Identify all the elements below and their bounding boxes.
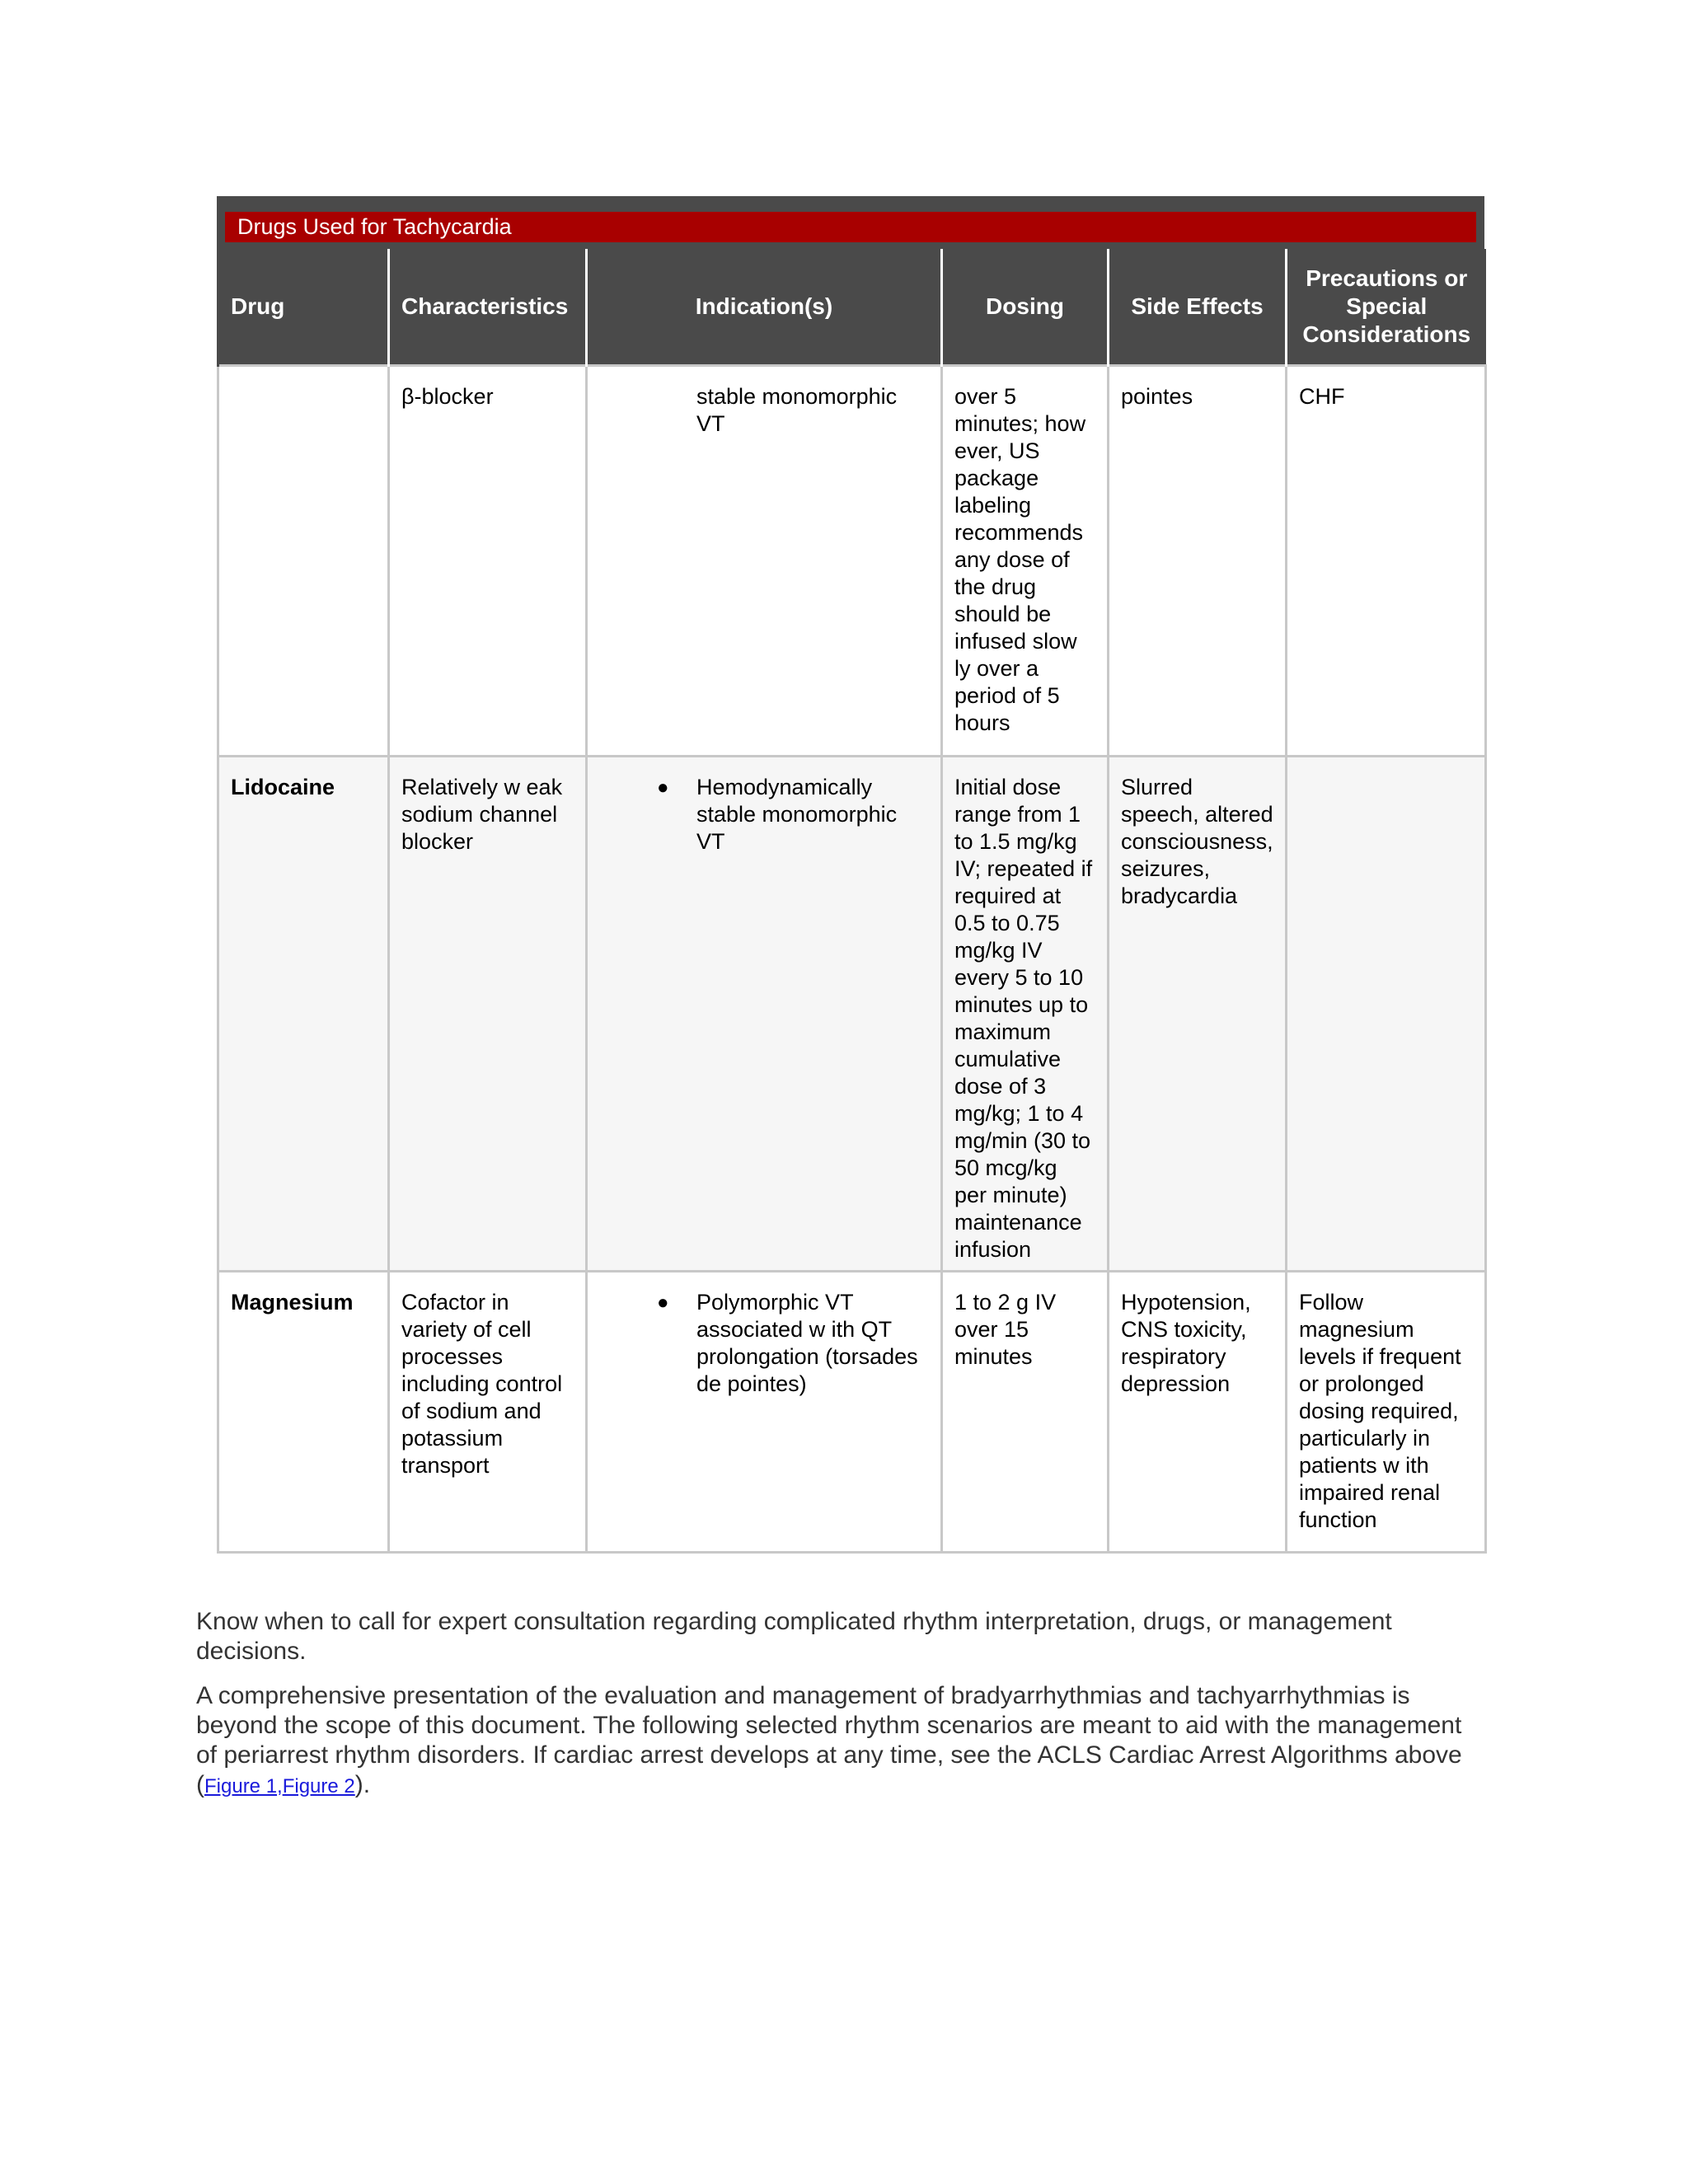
scope-text-end: ). — [354, 1771, 371, 1798]
cell-side-effects: Hypotension, CNS toxicity, respiratory depression — [1109, 1272, 1287, 1553]
indication-text: Hemodynamically stable monomorphic VT — [696, 775, 898, 854]
cell-characteristics: Cofactor in variety of cell processes including control of sodium and potassium transport — [389, 1272, 587, 1553]
drugs-table — [217, 249, 1487, 1554]
drugs-table-container — [217, 196, 1484, 1554]
indication-item — [599, 1289, 929, 1398]
cell-drug — [218, 366, 389, 757]
header-characteristics: Characteristics — [389, 249, 587, 366]
header-precautions-line3: Considerations — [1302, 321, 1471, 347]
cell-side-effects: pointes — [1109, 366, 1287, 757]
consultation-paragraph: Know when to call for expert consultation regarding complicated rhythm interpretation, drugs, or management decisions. — [196, 1608, 1392, 1665]
cell-characteristics: Relatively w eak sodium channel blocker — [389, 757, 587, 1272]
cell-dosing: 1 to 2 g IV over 15 minutes — [942, 1272, 1109, 1553]
indication-text: stable monomorphic VT — [696, 384, 898, 436]
indication-item — [599, 774, 929, 855]
cell-indication — [587, 366, 942, 757]
header-precautions-line1: Precautions or — [1306, 265, 1468, 291]
cell-precautions: Follow magnesium levels if frequent or prolonged dosing required, particularly in patients w ith impaired renal function — [1287, 1272, 1486, 1553]
cell-side-effects: Slurred speech, altered consciousness, seizures, bradycardia — [1109, 757, 1287, 1272]
header-dosing: Dosing — [942, 249, 1109, 366]
scope-text: A comprehensive presentation of the evaluation and management of bradyarrhythmias and tachyarrhythmias is beyond the scope of this document. The following selected rhythm scenarios are meant to aid with the management of periarrest rhythm disorders. If cardiac arrest develops at any time, see the ACLS Cardiac Arrest Algorithms above ( — [196, 1682, 1462, 1798]
cell-precautions — [1287, 757, 1486, 1272]
cell-dosing: over 5 minutes; how ever, US package labeling recommends any dose of the drug should be infused slow ly over a period of 5 hours — [942, 366, 1109, 757]
figure-1-link[interactable]: Figure 1 — [204, 1775, 278, 1797]
cell-indication — [587, 1272, 942, 1553]
header-drug: Drug — [218, 249, 389, 366]
header-side-effects: Side Effects — [1109, 249, 1287, 366]
figure-2-link[interactable]: Figure 2 — [282, 1775, 355, 1797]
header-precautions — [1287, 249, 1486, 366]
table-title-bar — [217, 196, 1484, 249]
scope-paragraph — [196, 1681, 1482, 1802]
indication-text: Polymorphic VT associated w ith QT prolongation (torsades de pointes) — [696, 1290, 918, 1396]
table-row — [218, 366, 1486, 757]
cell-characteristics: β-blocker — [389, 366, 587, 757]
cell-indication — [587, 757, 942, 1272]
cell-precautions: CHF — [1287, 366, 1486, 757]
table-row — [218, 1272, 1486, 1553]
indication-item — [599, 383, 929, 438]
link-separator: , — [277, 1775, 283, 1797]
bullet-icon: ● — [657, 776, 669, 799]
table-row — [218, 757, 1486, 1272]
header-precautions-line2: Special — [1346, 293, 1428, 319]
table-header-row — [218, 249, 1486, 366]
table-title: Drugs Used for Tachycardia — [225, 212, 1476, 242]
header-indications: Indication(s) — [587, 249, 942, 366]
bullet-icon: ● — [657, 1291, 669, 1314]
cell-dosing: Initial dose range from 1 to 1.5 mg/kg IV; repeated if required at 0.5 to 0.75 mg/kg IV every 5 to 10 minutes up to maximum cumulative dose of 3 mg/kg; 1 to 4 mg/min (30 to 50 mcg/kg per minute) maintenance infusion — [942, 757, 1109, 1272]
cell-drug: Lidocaine — [218, 757, 389, 1272]
cell-drug: Magnesium — [218, 1272, 389, 1553]
